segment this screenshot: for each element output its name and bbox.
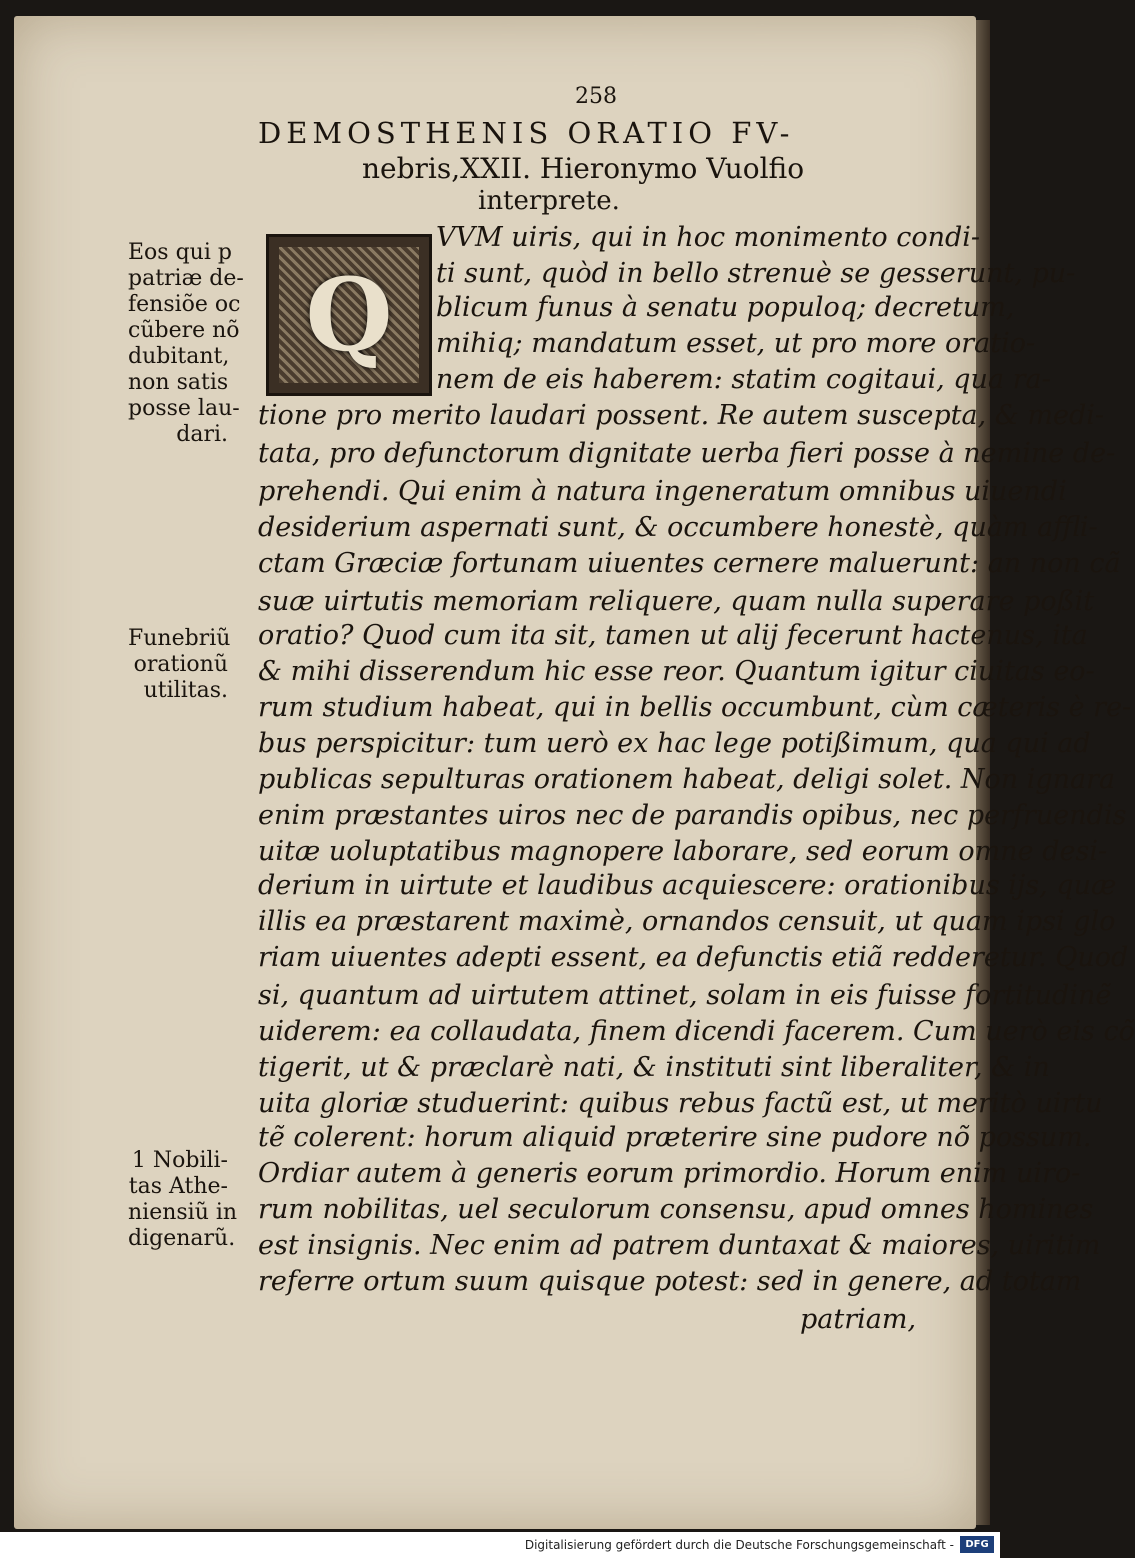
text-line: tione pro merito laudari possent. Re autem suscepta, & medi- xyxy=(258,400,1105,431)
text-line: enim præstantes uiros nec de parandis opibus, nec perfruendis xyxy=(258,800,1127,831)
margin-line: tas Athe- xyxy=(128,1174,228,1199)
text-line: desiderium aspernati sunt, & occumbere honestè, quàm affli- xyxy=(258,512,1098,543)
margin-line: posse lau- xyxy=(128,396,240,421)
margin-line: dari. xyxy=(176,422,228,447)
initial-ornament xyxy=(279,247,419,383)
marginal-note-1 xyxy=(128,240,244,448)
margin-line: digenarũ. xyxy=(128,1226,236,1251)
margin-line: Funebriũ xyxy=(128,626,231,651)
text-line: ti sunt, quòd in bello strenuè se gesserunt, pu- xyxy=(436,258,1076,289)
decorated-initial-icon xyxy=(266,234,432,396)
text-line: est insignis. Nec enim ad patrem duntaxat & maiores, uiritim xyxy=(258,1230,1101,1261)
text-line: tẽ colerent: horum aliquid præterire sine pudore nõ possum. xyxy=(258,1122,1092,1153)
text-line: tata, pro defunctorum dignitate uerba fieri posse à nemine de- xyxy=(258,438,1116,469)
text-line: patriam, xyxy=(800,1304,917,1335)
footer-bar xyxy=(0,1532,1000,1558)
text-line: uitæ uoluptatibus magnopere laborare, sed eorum omne desi- xyxy=(258,836,1108,867)
text-line: referre ortum suum quisque potest: sed in genere, ad totam xyxy=(258,1266,1082,1297)
margin-line: niensiũ in xyxy=(128,1200,238,1225)
text-line: si, quantum ad uirtutem attinet, solam in eis fuisse fortitudinẽ xyxy=(258,980,1112,1011)
text-line: oratio? Quod cum ita sit, tamen ut alij fecerunt hactenus, ita xyxy=(258,620,1088,651)
marginal-note-3 xyxy=(128,1148,238,1252)
margin-line: fensiõe oc xyxy=(128,292,241,317)
text-line: publicas sepulturas orationem habeat, deligi solet. Non ignara xyxy=(258,764,1116,795)
text-line: bus perspicitur: tum uerò ex hac lege potißimum, qua qui ad xyxy=(258,728,1091,759)
text-line: prehendi. Qui enim à natura ingeneratum omnibus uiuendi xyxy=(258,476,1067,507)
margin-line: dubitant, xyxy=(128,344,230,369)
margin-line: cũbere nõ xyxy=(128,318,240,343)
page-number: 258 xyxy=(575,84,617,109)
text-line: riam uiuentes adepti essent, ea defunctis etiã redderetur. Quod xyxy=(258,942,1129,973)
margin-line: 1 Nobili- xyxy=(131,1148,228,1173)
text-line: VVM uiris, qui in hoc monimento condi- xyxy=(436,222,981,253)
initial-letter: Q xyxy=(305,256,393,374)
text-line: Ordiar autem à generis eorum primordio. Horum enim uiro- xyxy=(258,1158,1081,1189)
text-line: mihiq; mandatum esset, ut pro more oratio- xyxy=(436,328,1036,359)
margin-line: utilitas. xyxy=(143,678,228,703)
page-subtitle-translator: interprete. xyxy=(478,186,620,216)
text-line: blicum funus à senatu populoq; decretum, xyxy=(436,292,1015,323)
text-line: tigerit, ut & præclarè nati, & instituti sint liberaliter, & in xyxy=(258,1052,1050,1083)
text-line: uita gloriæ studuerint: quibus rebus factũ est, ut meritò uirtu xyxy=(258,1088,1103,1119)
text-line: nem de eis haberem: statim cogitaui, qua ra- xyxy=(436,364,1051,395)
text-line: illis ea præstarent maximè, ornandos censuit, ut quam ipsi glo xyxy=(258,906,1116,937)
text-line: uiderem: ea collaudata, finem dicendi facerem. Cum uerò eis cõ xyxy=(258,1016,1135,1047)
marginal-note-2 xyxy=(128,626,231,704)
margin-line: non satis xyxy=(128,370,229,395)
margin-line: orationũ xyxy=(133,652,228,677)
text-line: rum nobilitas, uel seculorum consensu, apud omnes homines xyxy=(258,1194,1094,1225)
dfg-logo-icon: DFG xyxy=(960,1536,994,1553)
text-line: rum studium habeat, qui in bellis occumbunt, cùm cæteris è re- xyxy=(258,692,1132,723)
text-line: derium in uirtute et laudibus acquiescere: orationibus ijs, quæ xyxy=(258,870,1117,901)
margin-line: patriæ de- xyxy=(128,266,244,291)
margin-line: Eos qui p xyxy=(128,240,232,265)
text-line: & mihi disserendum hic esse reor. Quantum igitur ciuitas eo- xyxy=(258,656,1095,687)
page-subtitle: nebris,XXII. Hieronymo Vuolfio xyxy=(362,152,805,185)
text-line: suæ uirtutis memoriam reliquere, quam nulla superare poßit xyxy=(258,586,1095,617)
footer-credit: Digitalisierung gefördert durch die Deutsche Forschungsgemeinschaft - xyxy=(524,1538,954,1552)
page-title: DEMOSTHENIS ORATIO FV- xyxy=(258,116,795,150)
text-line: ctam Græciæ fortunam uiuentes cernere maluerunt: an non cã xyxy=(258,548,1121,579)
